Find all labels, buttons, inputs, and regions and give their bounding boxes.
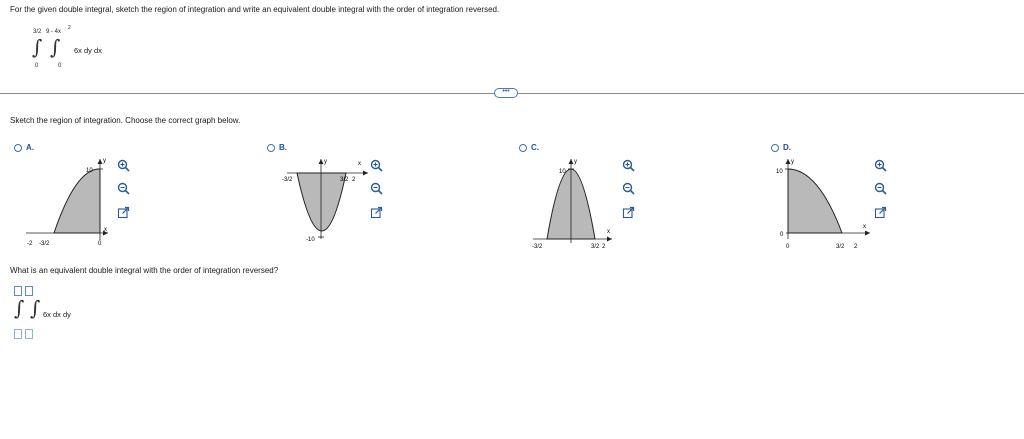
option-c-tick-label-2: 2	[602, 244, 606, 250]
outer-upper-limit: 3/2	[33, 29, 42, 35]
option-d-y-label: y	[791, 159, 794, 165]
option-c-y-arrow	[569, 159, 574, 164]
option-d-tick-label-3-2: 3/2	[836, 244, 845, 250]
option-c-y-label: y	[574, 159, 577, 165]
option-c-label: C.	[531, 143, 539, 152]
more-button[interactable]: •••	[494, 88, 518, 98]
option-d-y-arrow	[786, 159, 791, 164]
option-d-tick-label-0: 0	[786, 244, 790, 250]
answer-integrand: 6x dx dy	[43, 310, 71, 319]
option-c-x-label: x	[607, 229, 610, 235]
option-a-x-label: x	[104, 227, 107, 233]
option-b-x-label: x	[358, 161, 361, 167]
option-c-tick-label-3-2: 3/2	[591, 244, 600, 250]
option-a-popout-icon[interactable]	[117, 206, 130, 219]
option-d-region	[788, 169, 842, 233]
outer-upper-limit-input[interactable]	[14, 286, 22, 296]
option-c-graph	[529, 153, 669, 258]
option-b-label: B.	[279, 143, 287, 152]
option-a-radio[interactable]	[14, 144, 22, 152]
integrand: 6x dy dx	[74, 46, 102, 55]
option-d-popout-icon[interactable]	[874, 206, 887, 219]
option-c-zoom-in-icon[interactable]	[622, 159, 635, 172]
answer-inner-integral-sign: ∫	[30, 296, 41, 320]
inner-upper-exponent: 2	[68, 25, 71, 31]
inner-lower-limit-input[interactable]	[25, 329, 33, 339]
option-d-graph	[776, 153, 916, 258]
option-b-zoom-out-icon[interactable]	[370, 182, 383, 195]
option-b-tick-label-neg3-2: -3/2	[282, 177, 293, 183]
inner-lower-limit: 0	[58, 63, 62, 69]
given-integral	[30, 24, 130, 74]
option-b-zoom-in-icon[interactable]	[370, 159, 383, 172]
option-a-y-label: y	[103, 158, 106, 164]
option-c-tick-label-neg3-2: -3/2	[532, 244, 543, 250]
option-a-tick-label-neg2: -2	[27, 241, 33, 247]
answer-outer-integral-sign: ∫	[14, 296, 25, 320]
option-a-graph	[24, 153, 164, 258]
option-d-tick-label-10: 10	[776, 169, 783, 175]
option-b-y-arrow	[319, 159, 324, 164]
option-b-region	[297, 173, 346, 231]
outer-integral-sign: ∫	[32, 35, 43, 59]
option-a[interactable]	[14, 143, 34, 152]
outer-lower-limit-input[interactable]	[14, 329, 22, 339]
option-a-label: A.	[26, 143, 34, 152]
option-d-radio[interactable]	[771, 144, 779, 152]
option-b-x-arrow	[363, 171, 368, 176]
option-d-label: D.	[783, 143, 791, 152]
option-d-x-label: x	[863, 224, 866, 230]
inner-upper-limit-input[interactable]	[25, 286, 33, 296]
answer-integral	[14, 286, 134, 342]
inner-upper-limit: 9 - 4x	[46, 29, 62, 35]
option-d-tick-label-2: 2	[854, 244, 858, 250]
option-b-tick-label-2: 2	[352, 177, 356, 183]
option-d-zoom-in-icon[interactable]	[874, 159, 887, 172]
outer-lower-limit: 0	[35, 63, 39, 69]
option-d-zoom-out-icon[interactable]	[874, 182, 887, 195]
option-c-zoom-out-icon[interactable]	[622, 182, 635, 195]
option-d[interactable]	[771, 143, 791, 152]
option-b-graph	[277, 153, 417, 258]
option-b[interactable]	[267, 143, 287, 152]
option-b-tick-label-3-2: 3/2	[340, 177, 349, 183]
option-c-tick-label-10: 10	[559, 169, 566, 175]
option-b-y-label: y	[324, 159, 327, 165]
option-c[interactable]	[519, 143, 539, 152]
option-c-popout-icon[interactable]	[622, 206, 635, 219]
option-c-radio[interactable]	[519, 144, 527, 152]
option-d-tick-label-origin-y: 0	[780, 232, 784, 238]
option-a-region	[54, 169, 100, 233]
option-a-tick-label-0: 0	[98, 241, 102, 247]
inner-integral-sign: ∫	[50, 35, 61, 59]
option-d-x-arrow	[865, 231, 870, 236]
option-a-y-arrow	[98, 159, 103, 164]
option-a-tick-label-neg3-2: -3/2	[39, 241, 50, 247]
option-a-zoom-in-icon[interactable]	[117, 159, 130, 172]
part2-instruction: What is an equivalent double integral with the order of integration reversed?	[10, 266, 279, 275]
option-b-popout-icon[interactable]	[370, 206, 383, 219]
option-b-radio[interactable]	[267, 144, 275, 152]
option-b-tick-label-neg10: -10	[306, 237, 315, 243]
part1-instruction: Sketch the region of integration. Choose the correct graph below.	[10, 116, 241, 125]
option-c-x-arrow	[607, 237, 612, 242]
question-prompt: For the given double integral, sketch the region of integration and write an equivalent double integral with the order of integration reversed.	[10, 5, 500, 14]
option-a-tick-label-10: 10	[86, 168, 93, 174]
option-a-zoom-out-icon[interactable]	[117, 182, 130, 195]
